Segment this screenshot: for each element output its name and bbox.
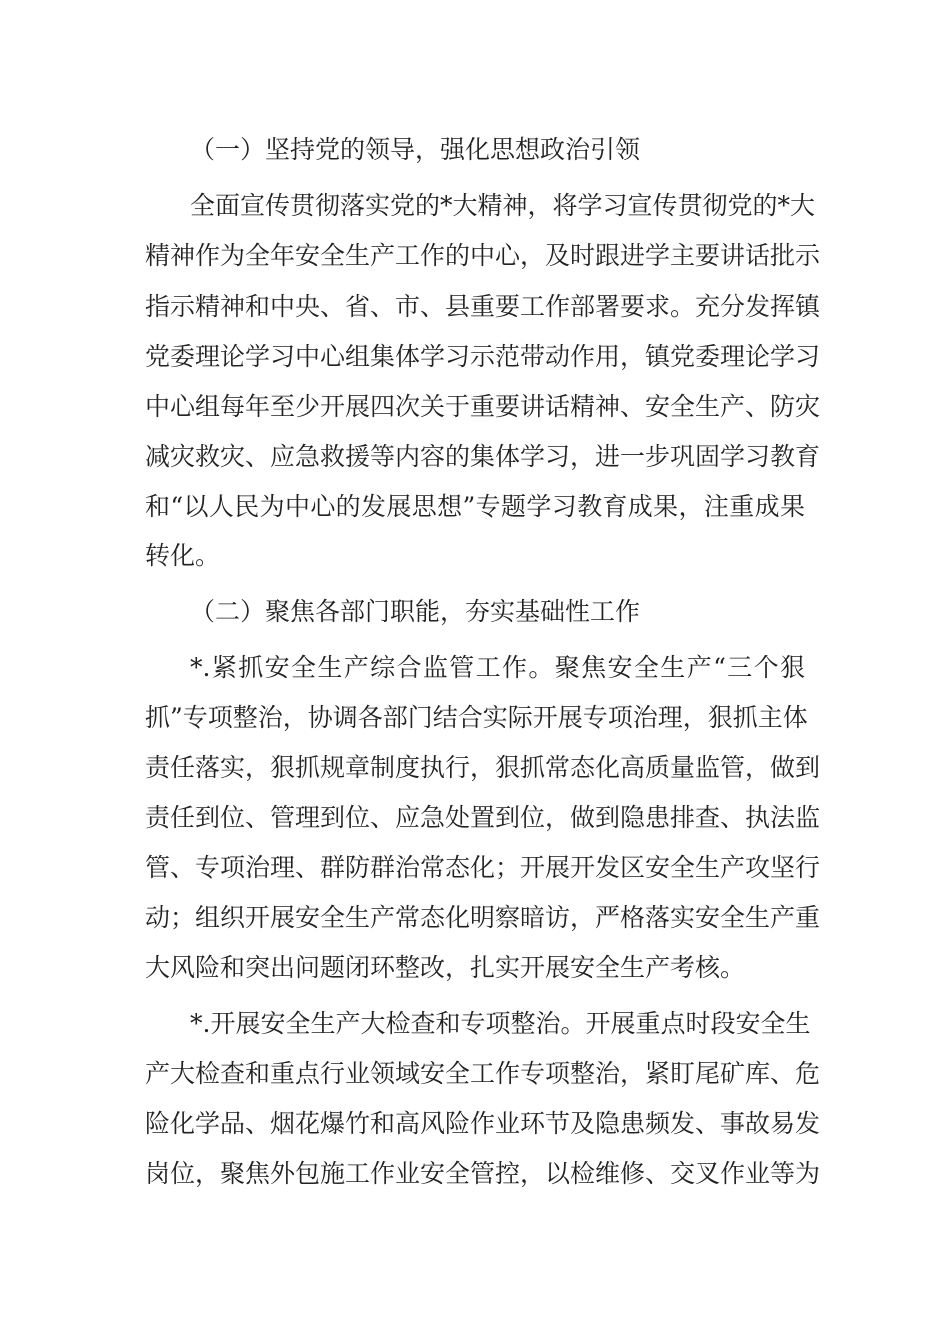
paragraph-line: 全面宣传贯彻落实党的*大精神，将学习宣传贯彻党的*大 [190, 191, 816, 220]
paragraph-line: 抓”专项整治，协调各部门结合实际开展专项治理，狠抓主体 [145, 703, 808, 732]
paragraph-line: 指示精神和中央、省、市、县重要工作部署要求。充分发挥镇 [145, 292, 821, 321]
paragraph-line: 精神作为全年安全生产工作的中心，及时跟进学主要讲话批示 [145, 241, 821, 270]
paragraph-line: 责任到位、管理到位、应急处置到位，做到隐患排查、执法监 [145, 803, 821, 832]
paragraph-line: *.紧抓安全生产综合监管工作。聚焦安全生产“三个狠 [190, 653, 805, 682]
paragraph-line: 减灾救灾、应急救援等内容的集体学习，进一步巩固学习教育 [145, 442, 821, 471]
paragraph-line: 大风险和突出问题闭环整改，扎实开展安全生产考核。 [145, 953, 746, 982]
paragraph-line: 党委理论学习中心组集体学习示范带动作用，镇党委理论学习 [145, 342, 821, 371]
paragraph-line: 和“以人民为中心的发展思想”专题学习教育成果，注重成果 [145, 492, 805, 521]
paragraph-line: 管、专项治理、群防群治常态化；开展开发区安全生产攻坚行 [145, 853, 821, 882]
paragraph-line: 转化。 [145, 541, 221, 570]
paragraph-line: 岗位，聚焦外包施工作业安全管控，以检维修、交叉作业等为 [145, 1159, 821, 1188]
paragraph-line: 责任落实，狠抓规章制度执行，狠抓常态化高质量监管，做到 [145, 753, 821, 782]
paragraph-line: 产大检查和重点行业领域安全工作专项整治，紧盯尾矿库、危 [145, 1059, 821, 1088]
paragraph-line: 险化学品、烟花爆竹和高风险作业环节及隐患频发、事故易发 [145, 1109, 821, 1138]
paragraph-line: *.开展安全生产大检查和专项整治。开展重点时段安全生 [190, 1009, 811, 1038]
section-heading-2: （二）聚焦各部门职能，夯实基础性工作 [190, 597, 641, 626]
paragraph-line: 中心组每年至少开展四次关于重要讲话精神、安全生产、防灾 [145, 392, 821, 421]
paragraph-line: 动；组织开展安全生产常态化明察暗访，严格落实安全生产重 [145, 903, 821, 932]
section-heading-1: （一）坚持党的领导，强化思想政治引领 [190, 135, 641, 164]
